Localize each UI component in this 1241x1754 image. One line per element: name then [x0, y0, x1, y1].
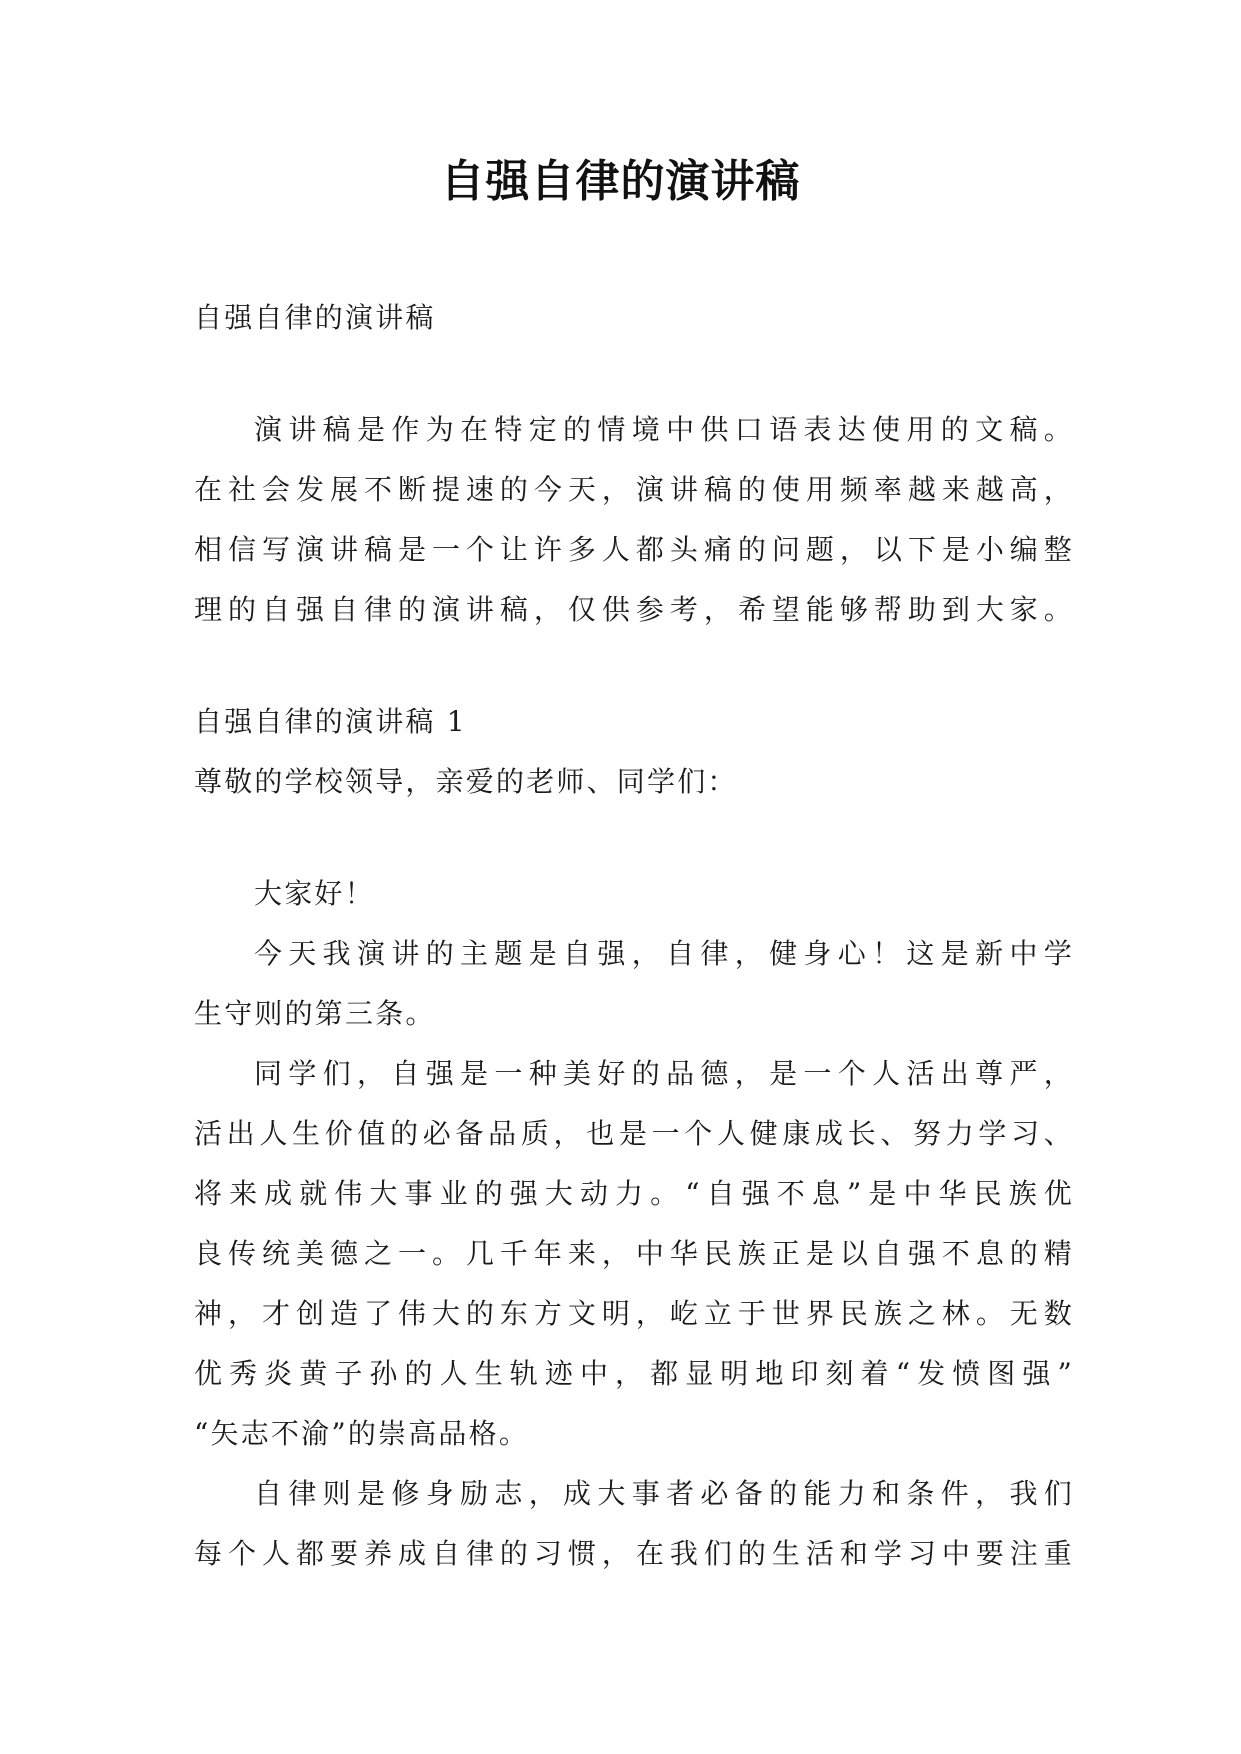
paragraph-line: 今天我演讲的主题是自强，自律，健身心！这是新中学	[254, 937, 1074, 970]
greeting: 大家好！	[254, 877, 375, 910]
paragraph-line: 生守则的第三条。	[194, 997, 436, 1030]
paragraph-line: 自律则是修身励志，成大事者必备的能力和条件，我们	[254, 1477, 1074, 1510]
document-title: 自强自律的演讲稿	[440, 156, 801, 207]
paragraph-line: 活出人生价值的必备品质，也是一个人健康成长、努力学习、	[194, 1117, 1074, 1150]
paragraph-line: 每个人都要养成自律的习惯，在我们的生活和学习中要注重	[194, 1537, 1074, 1570]
intro-line: 相信写演讲稿是一个让许多人都头痛的问题，以下是小编整	[194, 533, 1074, 566]
section-heading: 自强自律的演讲稿 1	[194, 705, 467, 738]
paragraph-line: 良传统美德之一。几千年来，中华民族正是以自强不息的精	[194, 1237, 1074, 1270]
intro-line: 演讲稿是作为在特定的情境中供口语表达使用的文稿。	[254, 413, 1074, 446]
intro-line: 在社会发展不断提速的今天，演讲稿的使用频率越来越高，	[194, 473, 1074, 506]
salutation: 尊敬的学校领导，亲爱的老师、同学们：	[194, 765, 738, 798]
paragraph-line: “矢志不渝”的崇高品格。	[194, 1417, 530, 1450]
paragraph-line: 优秀炎黄子孙的人生轨迹中，都显明地印刻着“发愤图强”	[194, 1357, 1074, 1390]
intro-line: 理的自强自律的演讲稿，仅供参考，希望能够帮助到大家。	[194, 593, 1074, 626]
paragraph-line: 将来成就伟大事业的强大动力。“自强不息”是中华民族优	[194, 1177, 1074, 1210]
paragraph-line: 同学们，自强是一种美好的品德，是一个人活出尊严，	[254, 1057, 1074, 1090]
document-subtitle: 自强自律的演讲稿	[194, 301, 436, 334]
paragraph-line: 神，才创造了伟大的东方文明，屹立于世界民族之林。无数	[194, 1297, 1074, 1330]
